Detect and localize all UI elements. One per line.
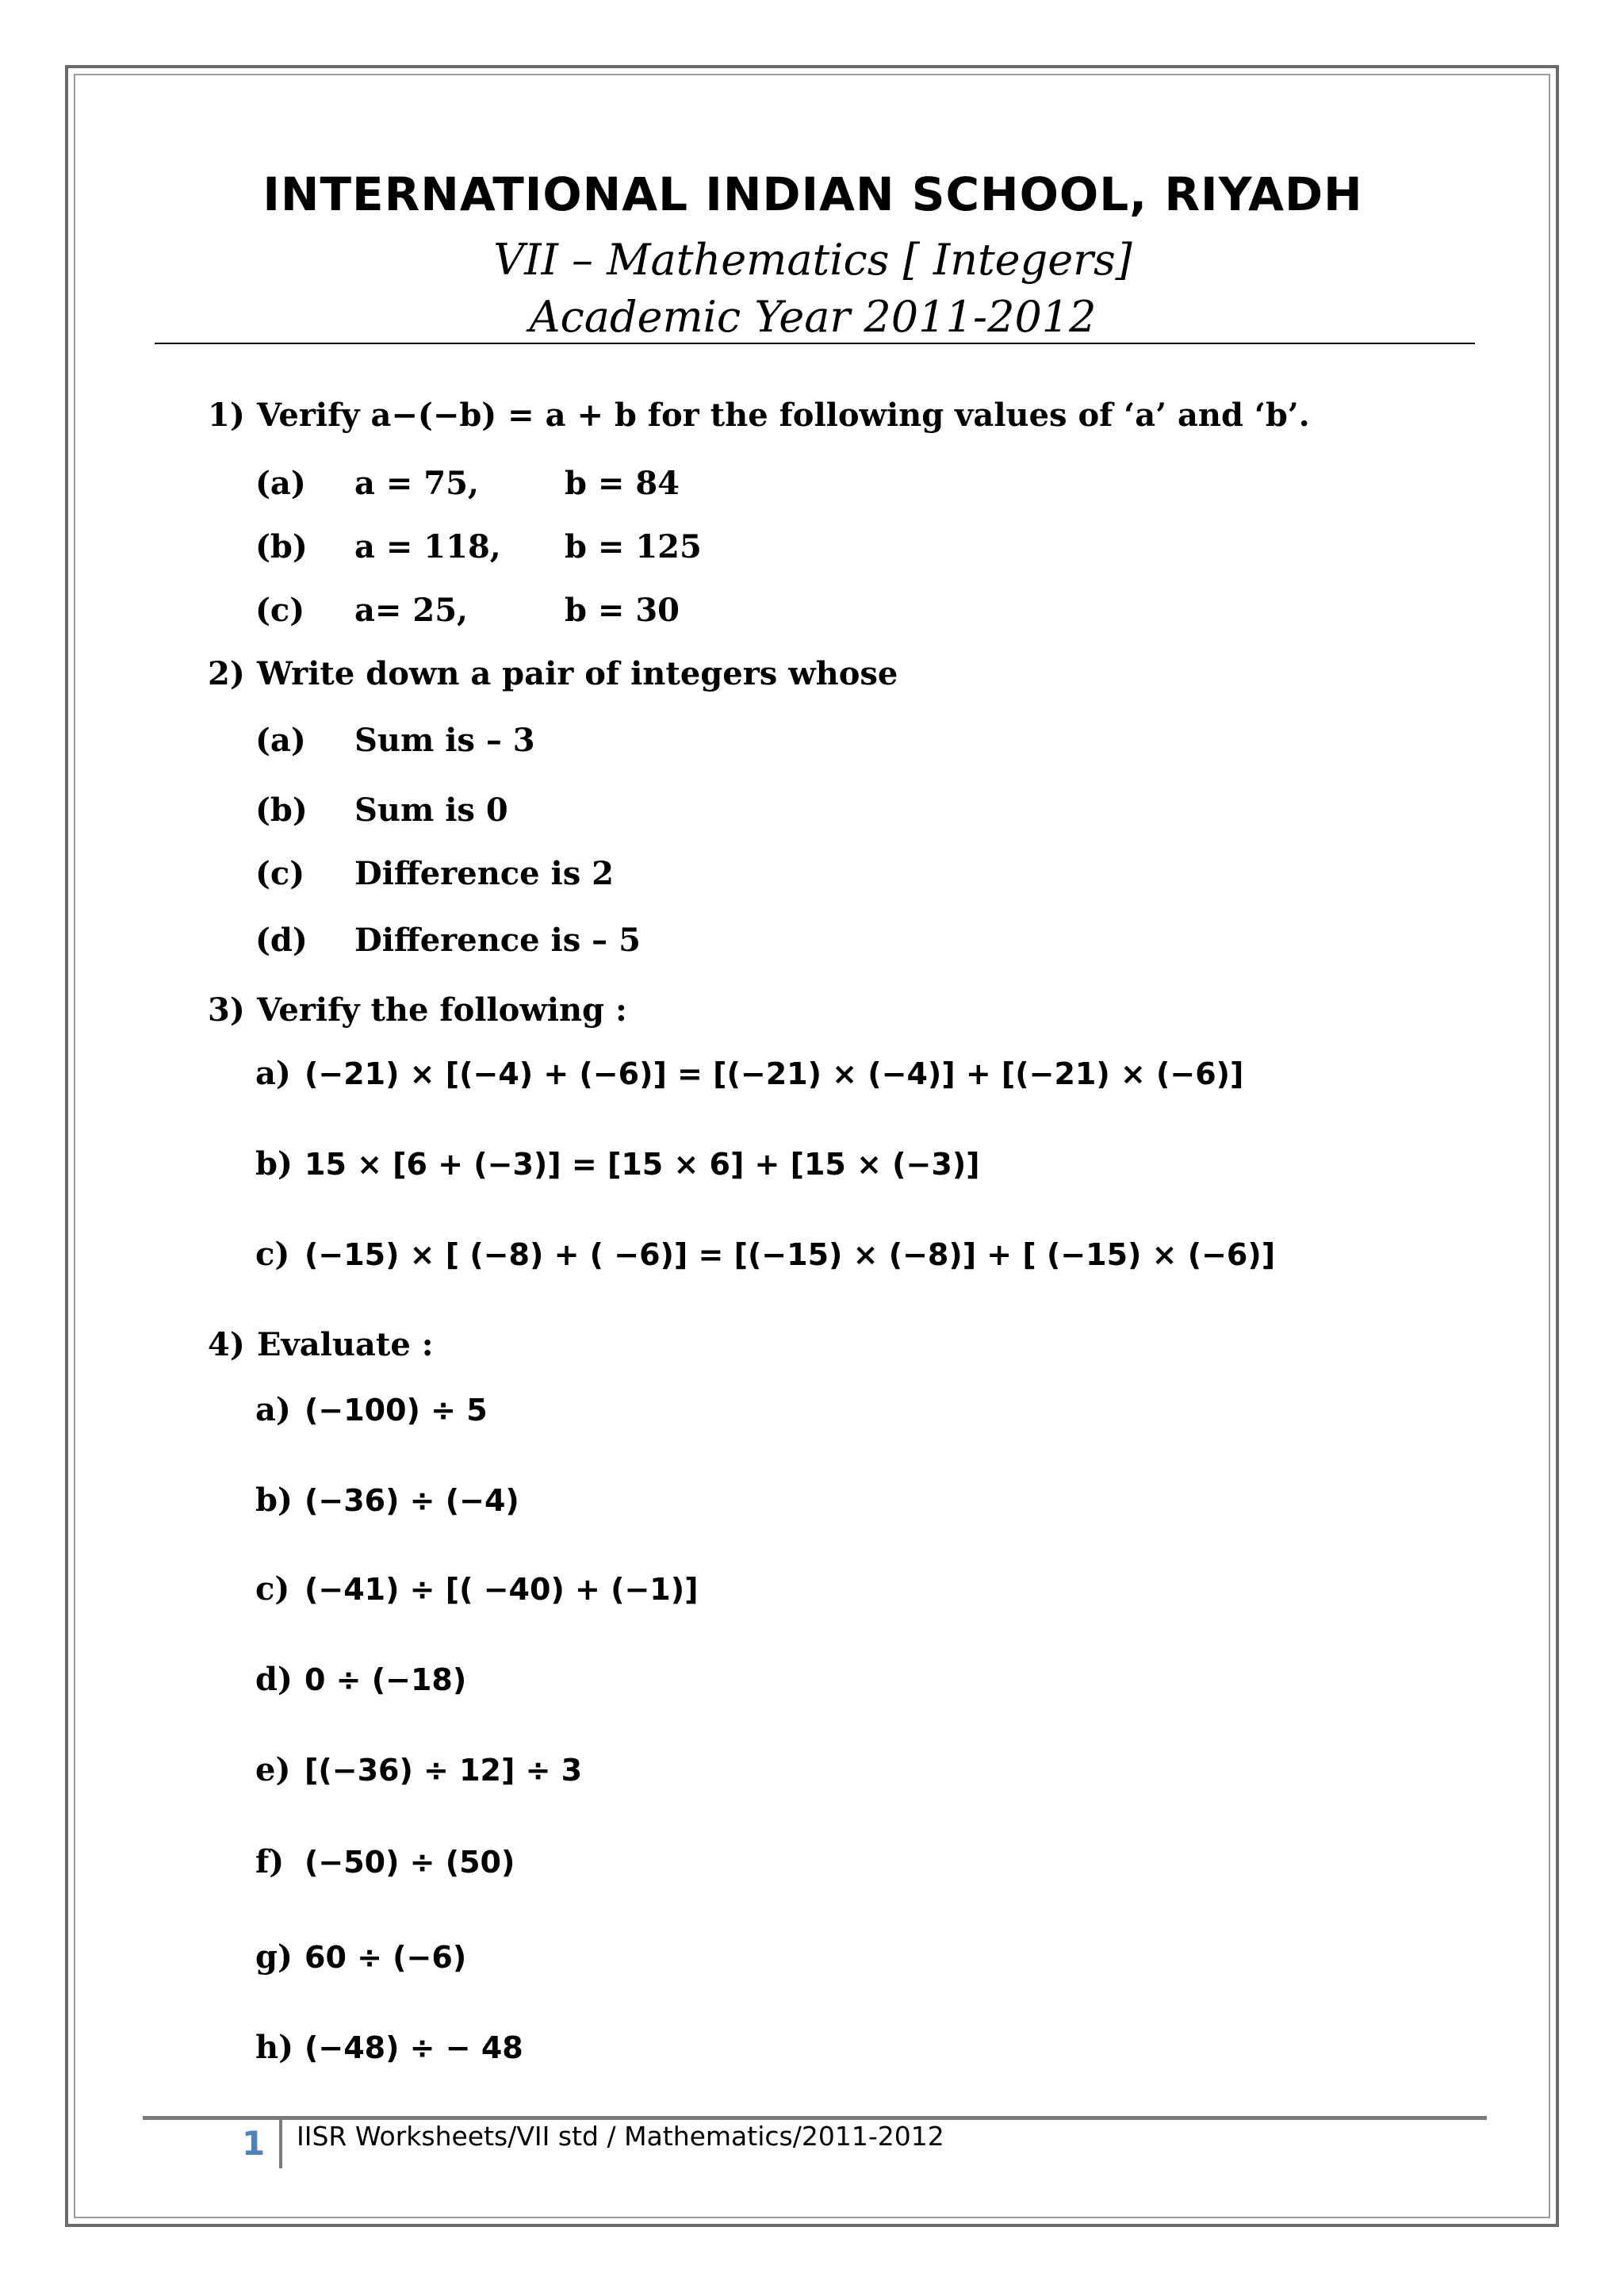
item-label: (a) — [255, 465, 306, 502]
math-expression: (−36) ÷ (−4) — [304, 1483, 519, 1518]
q2-item-b — [255, 788, 508, 833]
item-text: Sum is – 3 — [354, 722, 535, 759]
value-a: a= 25, — [354, 592, 468, 629]
value-a: a = 75, — [354, 465, 479, 502]
q1-item-c — [255, 588, 680, 633]
q4-item-f — [255, 1840, 515, 1884]
item-text: Difference is – 5 — [354, 922, 641, 959]
q3-item-a — [255, 1052, 1243, 1096]
item-label: (b) — [255, 528, 308, 565]
q1-item-a — [255, 462, 680, 506]
question-number: 1) — [208, 397, 245, 434]
question-1 — [208, 393, 1310, 438]
item-label: (a) — [255, 722, 306, 759]
item-label: c) — [255, 1570, 290, 1608]
footer-text: IISR Worksheets/VII std / Mathematics/2011-2012 — [297, 2121, 944, 2152]
question-text: Write down a pair of integers whose — [257, 655, 898, 692]
item-label: d) — [255, 1661, 293, 1698]
academic-year: Academic Year 2011-2012 — [529, 292, 1097, 342]
math-expression: (−100) ÷ 5 — [304, 1393, 488, 1428]
item-text: Difference is 2 — [354, 855, 614, 892]
value-a: a = 118, — [354, 528, 501, 565]
q4-item-e — [255, 1748, 582, 1792]
item-label: g) — [255, 1938, 293, 1976]
question-text: Verify the following : — [257, 991, 627, 1029]
item-label: c) — [255, 1236, 290, 1273]
q2-item-d — [255, 918, 641, 963]
question-number: 2) — [208, 655, 245, 692]
item-label: h) — [255, 2029, 294, 2066]
value-b: b = 84 — [565, 465, 680, 502]
question-3 — [208, 988, 627, 1033]
math-expression: (−48) ÷ − 48 — [304, 2030, 523, 2065]
q3-item-c — [255, 1232, 1275, 1277]
math-expression: (−50) ÷ (50) — [304, 1845, 515, 1880]
q4-item-d — [255, 1658, 466, 1702]
question-number: 4) — [208, 1326, 245, 1363]
question-4 — [208, 1323, 433, 1367]
subject-title: VII – Mathematics [ Integers] — [493, 235, 1132, 285]
value-b: b = 125 — [565, 528, 702, 565]
header-divider — [155, 343, 1475, 344]
item-label: b) — [255, 1145, 293, 1182]
q3-item-b — [255, 1142, 980, 1186]
school-name: INTERNATIONAL INDIAN SCHOOL, RIYADH — [262, 167, 1363, 221]
worksheet-header — [151, 159, 1475, 346]
q4-item-b — [255, 1478, 519, 1523]
item-label: a) — [255, 1055, 291, 1092]
q2-item-c — [255, 852, 614, 896]
item-text: Sum is 0 — [354, 792, 508, 829]
footer-separator — [279, 2119, 282, 2168]
q4-item-c — [255, 1567, 699, 1612]
q2-item-a — [255, 719, 535, 763]
item-label: a) — [255, 1391, 291, 1428]
page-number: 1 — [242, 2124, 266, 2163]
question-text: Evaluate : — [257, 1326, 434, 1363]
question-2 — [208, 652, 898, 696]
q4-item-a — [255, 1388, 488, 1432]
question-number: 3) — [208, 991, 245, 1029]
item-label: (c) — [255, 592, 305, 629]
math-expression: (−15) × [ (−8) + ( −6)] = [(−15) × (−8)] + [ (−15) × (−6)] — [304, 1237, 1276, 1272]
q4-item-g — [255, 1935, 466, 1980]
math-expression: 0 ÷ (−18) — [304, 1662, 467, 1697]
item-label: b) — [255, 1481, 293, 1519]
item-label: (c) — [255, 855, 305, 892]
value-b: b = 30 — [565, 592, 680, 629]
item-label: (b) — [255, 792, 308, 829]
q4-item-h — [255, 2026, 523, 2070]
math-expression: [(−36) ÷ 12] ÷ 3 — [304, 1753, 583, 1788]
item-label: e) — [255, 1751, 291, 1788]
math-expression: 60 ÷ (−6) — [304, 1940, 467, 1975]
math-expression: (−21) × [(−4) + (−6)] = [(−21) × (−4)] + [(−21) × (−6)] — [304, 1056, 1244, 1091]
item-label: f) — [255, 1843, 285, 1880]
item-label: (d) — [255, 922, 308, 959]
math-expression: 15 × [6 + (−3)] = [15 × 6] + [15 × (−3)] — [304, 1147, 980, 1182]
question-text: Verify a−(−b) = a + b for the following values of ‘a’ and ‘b’. — [257, 397, 1310, 434]
math-expression: (−41) ÷ [( −40) + (−1)] — [304, 1572, 699, 1607]
q1-item-b — [255, 525, 702, 569]
